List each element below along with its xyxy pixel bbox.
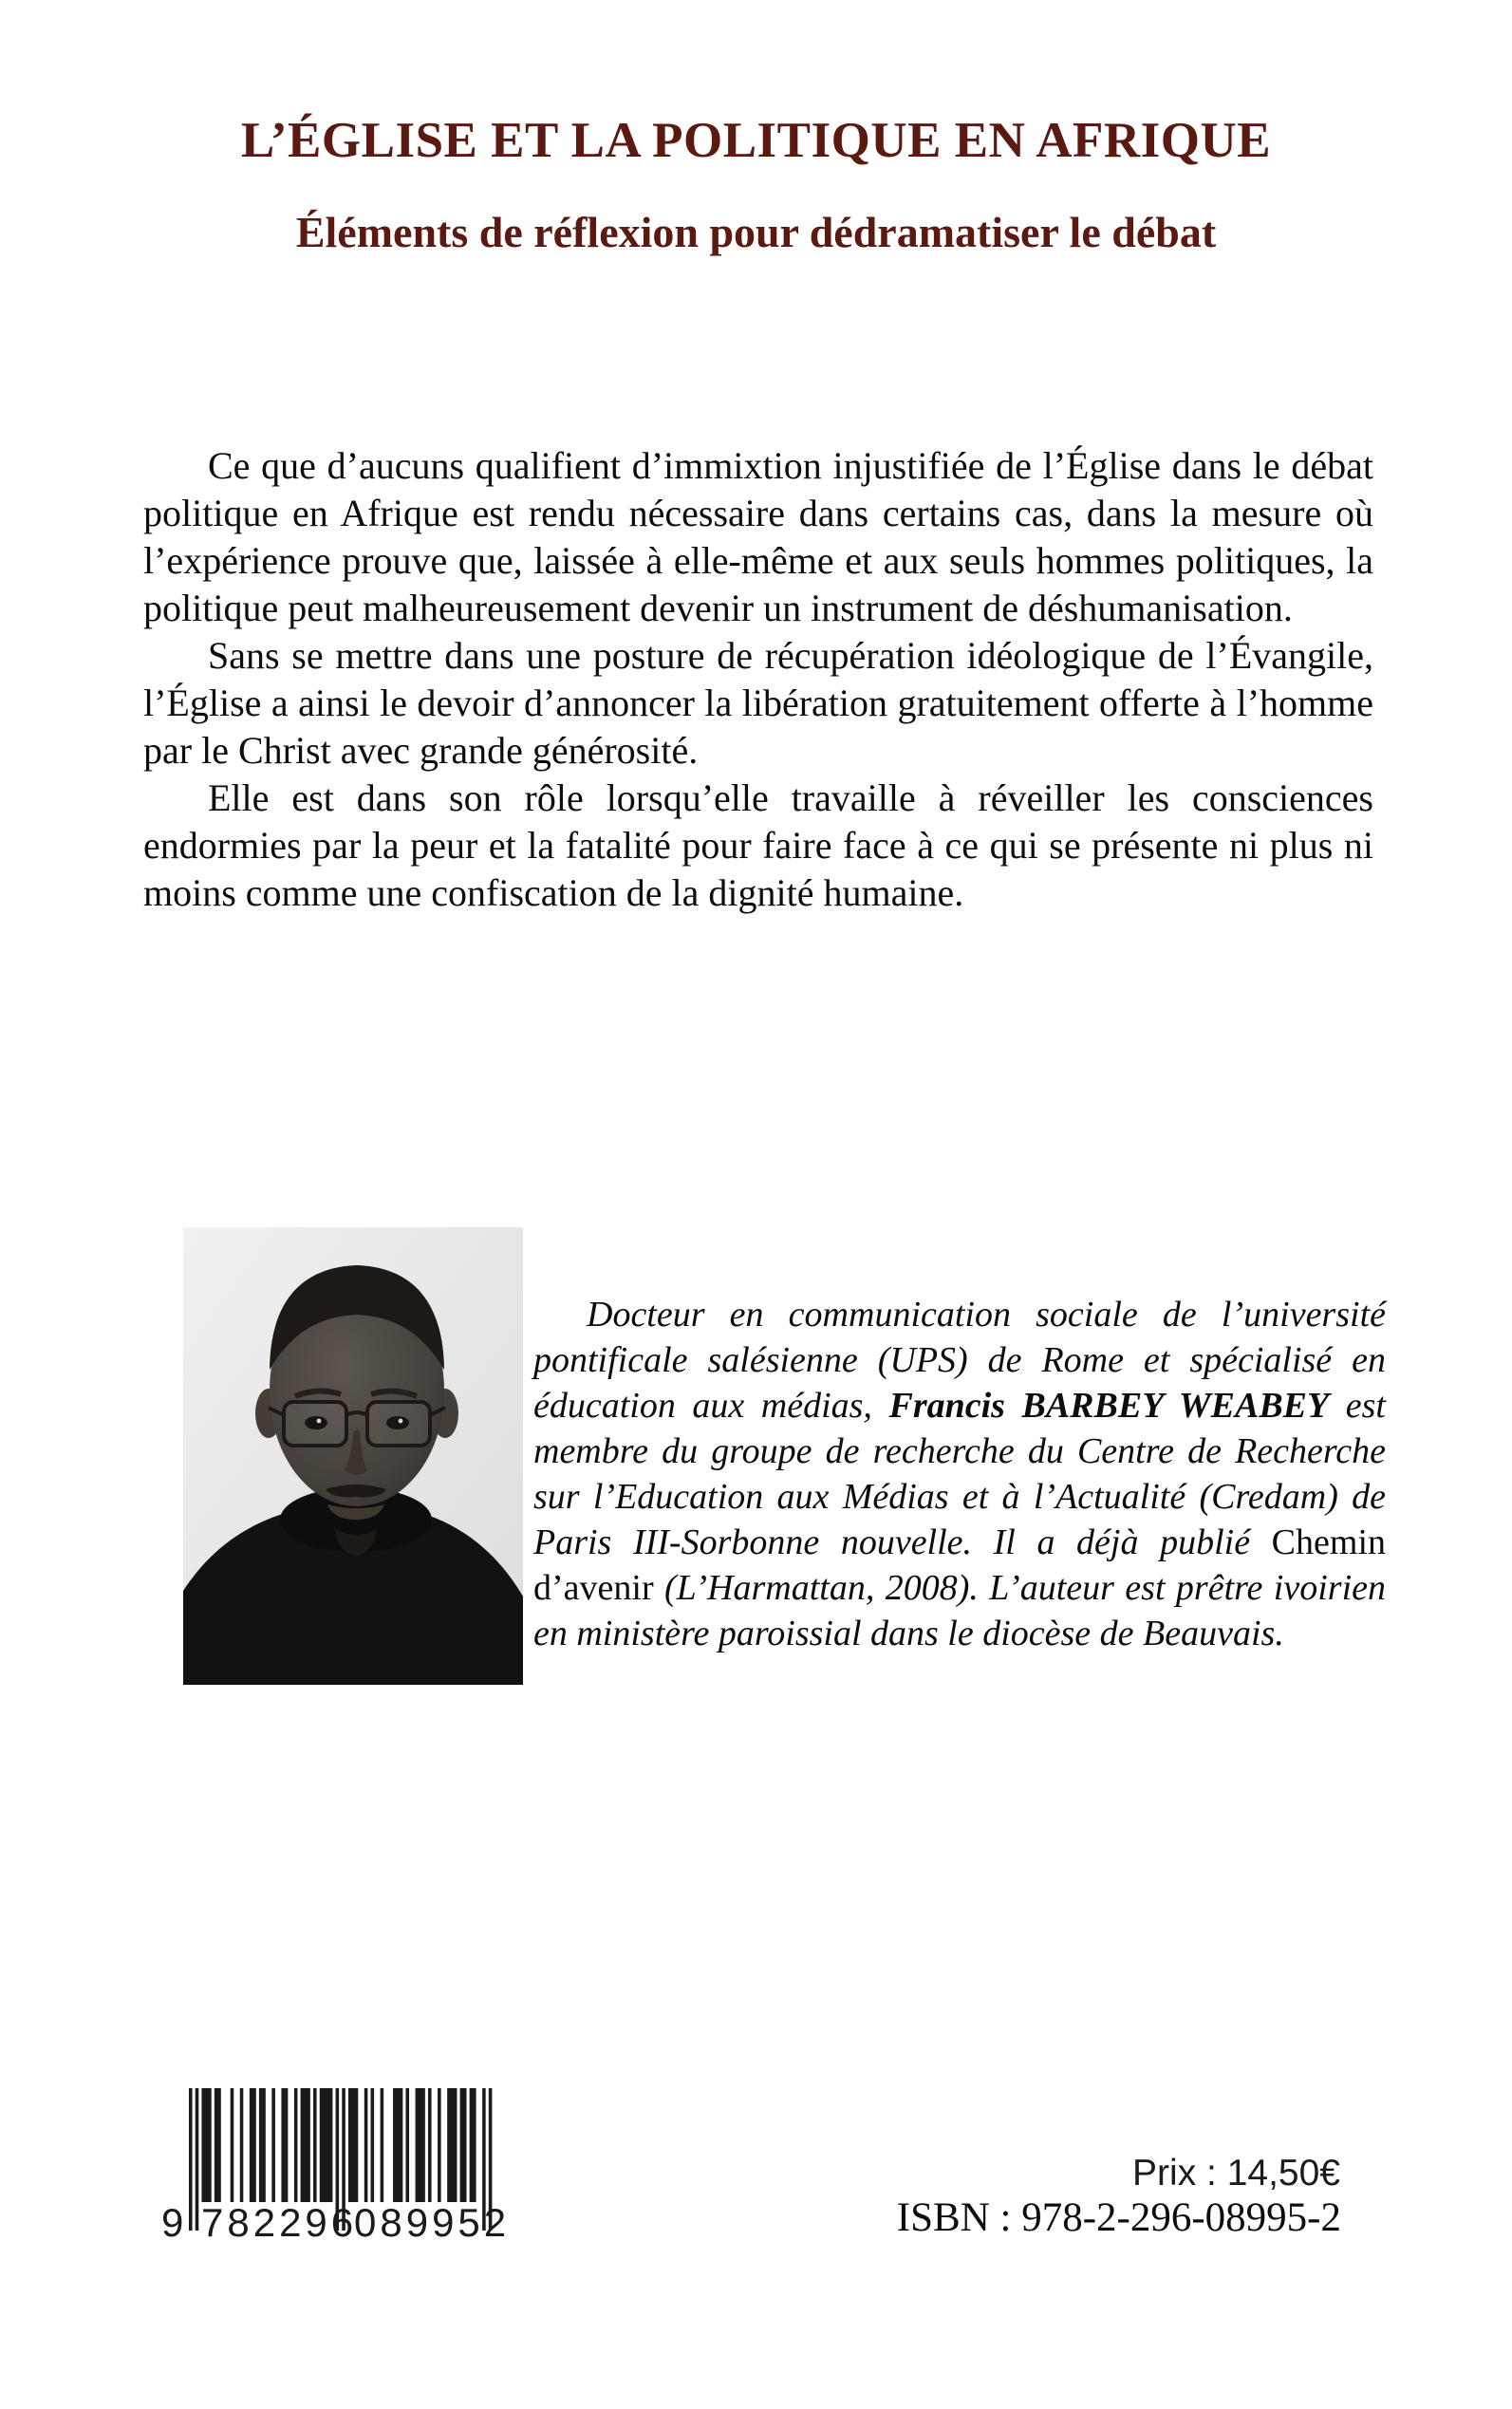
barcode-digit-lead: 9 [161,2200,184,2245]
author-portrait-illustration [183,1227,523,1685]
book-subtitle: Éléments de réflexion pour dédramatiser le débat [295,208,1217,256]
isbn-label: ISBN : 978-2-296-08995-2 [896,2195,1341,2240]
ean13-barcode [161,2088,511,2245]
author-name: Francis BARBEY WEABEY [888,1386,1330,1426]
synopsis [143,442,1373,917]
author-photo [183,1227,523,1685]
bio-text-2: est membre du groupe de recherche du Centre de Recherche sur l’Education aux Médias et à l’Actualité (Credam) de Paris III-Sorbonne nouvelle. Il a déjà publié [533,1386,1386,1562]
bio-text-1: Docteur en communication sociale de l’université pontificale salésienne (UPS) de Rome et spécialisé en éducation aux médias, [533,1295,1386,1426]
barcode-digit-group2: 089952 [354,2200,511,2245]
published-work-title: Chemin d’avenir [533,1522,1386,1608]
price-label: Prix : 14,50€ [1132,2153,1340,2194]
synopsis-paragraph-3: Elle est dans son rôle lorsqu’elle travaille à réveiller les consciences endormies par la peur et la fatalité pour faire face à ce qui se présente ni plus ni moins comme une confiscation de la dignité humaine. [143,776,1373,914]
bio-text-3: (L’Harmattan, 2008). L’auteur est prêtre ivoirien en ministère paroissial dans le diocèse de Beauvais. [533,1568,1386,1653]
book-title: L’ÉGLISE ET LA POLITIQUE EN AFRIQUE [240,113,1272,168]
barcode-digit-group1: 782296 [201,2200,358,2245]
synopsis-paragraph-1: Ce que d’aucuns qualifient d’immixtion injustifiée de l’Église dans le débat politique en Afrique est rendu nécessaire dans certains cas, dans la mesure où l’expérience prouve que, laissée à elle-même et aux seuls hommes politiques, la politique peut malheureusement devenir un instrument de déshumanisation. [143,444,1373,629]
author-bio [533,1292,1386,1656]
synopsis-paragraph-2: Sans se mettre dans une posture de récupération idéologique de l’Évangile, l’Église a ainsi le devoir d’annoncer la libération gratuitement offerte à l’homme par le Christ avec grande générosité. [143,634,1373,772]
